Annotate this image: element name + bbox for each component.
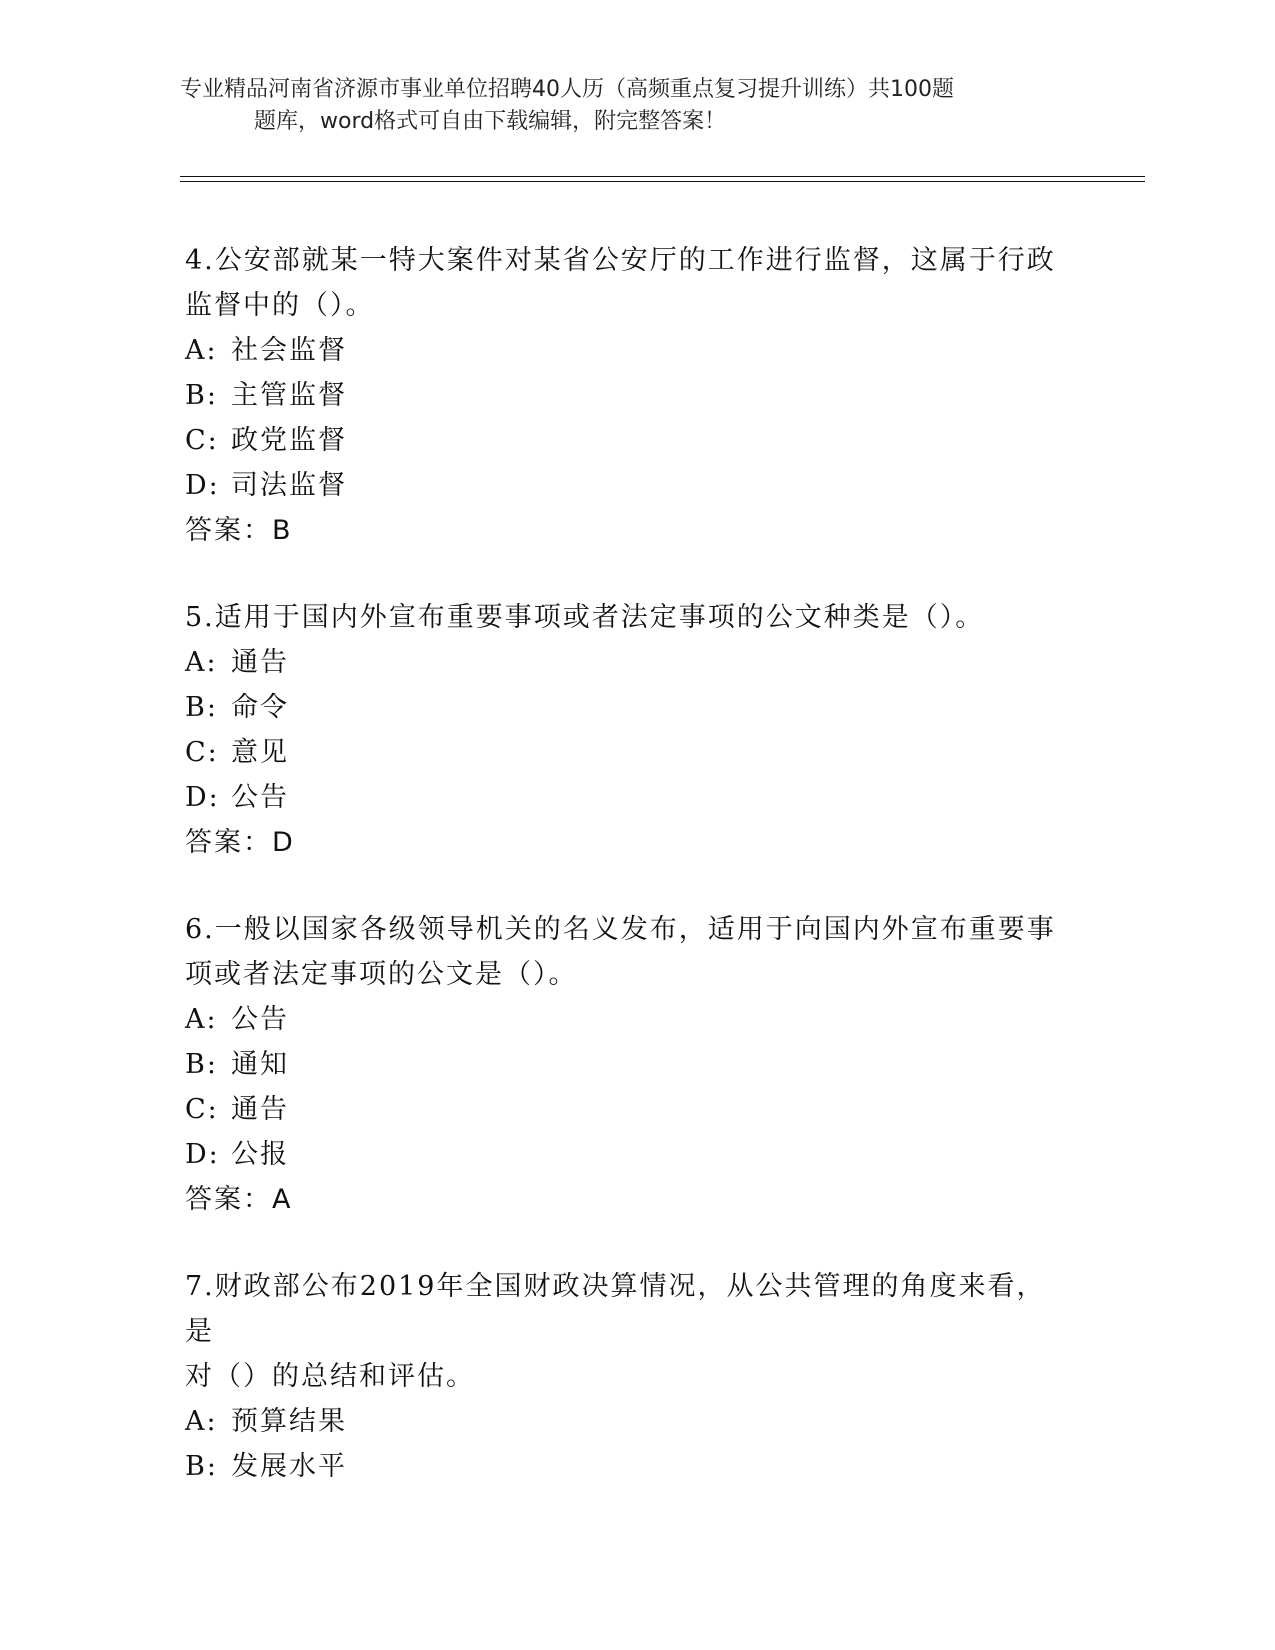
option-text: 通告 xyxy=(231,647,289,678)
option-label: B: xyxy=(185,380,218,411)
question-list xyxy=(185,238,1065,1531)
answer-line: 答案：B xyxy=(185,515,293,546)
option-text: 通知 xyxy=(231,1049,289,1080)
option-text: 司法监督 xyxy=(231,470,347,501)
question-option xyxy=(185,1087,1065,1132)
option-text: 意见 xyxy=(231,737,289,768)
answer-line: 答案：A xyxy=(185,1184,293,1215)
question-block xyxy=(185,907,1065,1222)
option-text: 主管监督 xyxy=(231,380,347,411)
question-block xyxy=(185,595,1065,865)
question-option xyxy=(185,640,1065,685)
question-option xyxy=(185,1042,1065,1087)
question-stem-line: 项或者法定事项的公文是（）。 xyxy=(185,959,578,990)
answer-line: 答案：D xyxy=(185,827,295,858)
header-divider-bottom xyxy=(180,181,1145,182)
question-option xyxy=(185,775,1065,820)
question-stem-line: 监督中的（）。 xyxy=(185,290,375,321)
question-option xyxy=(185,1132,1065,1177)
question-stem-line: 6.一般以国家各级领导机关的名义发布，适用于向国内外宣布重要事 xyxy=(185,914,1056,945)
option-label: B: xyxy=(185,1451,218,1482)
option-label: C: xyxy=(185,425,219,456)
option-label: A: xyxy=(185,1406,218,1437)
option-text: 公报 xyxy=(231,1139,289,1170)
option-label: D: xyxy=(185,782,220,813)
option-label: C: xyxy=(185,737,219,768)
question-option xyxy=(185,1399,1065,1444)
question-option xyxy=(185,685,1065,730)
header-title-line1: 专业精品河南省济源市事业单位招聘40人历（高频重点复习提升训练）共100题 xyxy=(180,77,954,102)
question-stem-line: 7.财政部公布2019年全国财政决算情况，从公共管理的角度来看，是 xyxy=(185,1271,1046,1347)
document-header xyxy=(180,74,1080,138)
option-label: D: xyxy=(185,470,220,501)
option-label: A: xyxy=(185,1004,218,1035)
header-divider-top xyxy=(180,176,1145,177)
question-block xyxy=(185,1264,1065,1489)
option-text: 公告 xyxy=(231,1004,289,1035)
question-stem-line: 4.公安部就某一特大案件对某省公安厅的工作进行监督，这属于行政 xyxy=(185,245,1056,276)
question-option xyxy=(185,730,1065,775)
option-text: 通告 xyxy=(231,1094,289,1125)
question-option xyxy=(185,463,1065,508)
option-label: B: xyxy=(185,692,218,723)
option-text: 社会监督 xyxy=(231,335,347,366)
option-text: 预算结果 xyxy=(231,1406,347,1437)
option-label: A: xyxy=(185,647,218,678)
question-option xyxy=(185,328,1065,373)
question-stem-line: 对（）的总结和评估。 xyxy=(185,1361,475,1392)
header-title-line2: 题库，word格式可自由下载编辑，附完整答案！ xyxy=(254,109,727,134)
option-label: D: xyxy=(185,1139,220,1170)
option-text: 发展水平 xyxy=(231,1451,347,1482)
question-option xyxy=(185,997,1065,1042)
question-option xyxy=(185,418,1065,463)
question-option xyxy=(185,1444,1065,1489)
option-text: 命令 xyxy=(231,692,289,723)
question-option xyxy=(185,373,1065,418)
option-label: A: xyxy=(185,335,218,366)
option-label: B: xyxy=(185,1049,218,1080)
option-text: 公告 xyxy=(231,782,289,813)
question-block xyxy=(185,238,1065,553)
option-label: C: xyxy=(185,1094,219,1125)
question-stem-line: 5.适用于国内外宣布重要事项或者法定事项的公文种类是（）。 xyxy=(185,602,985,633)
option-text: 政党监督 xyxy=(231,425,347,456)
